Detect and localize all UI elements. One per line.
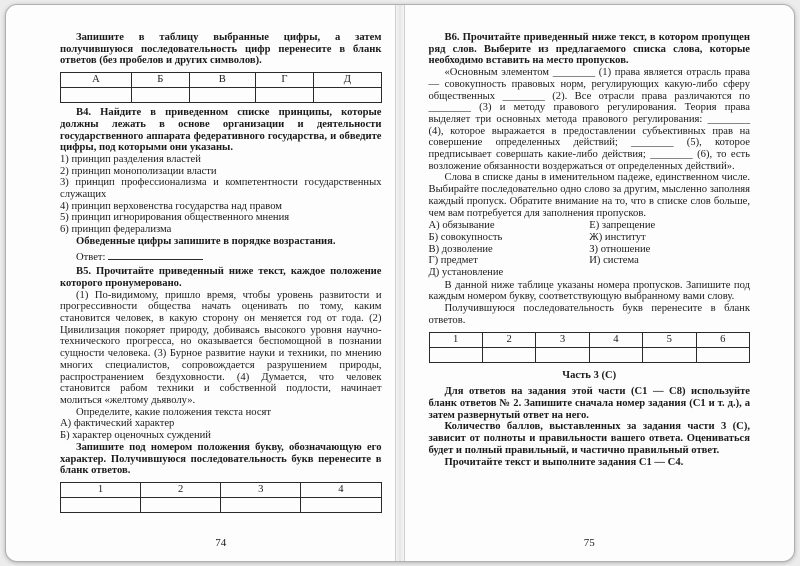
task-b5-statement: В5. Прочитайте приведенный ниже текст, каждое положение которого пронумеровано. <box>60 266 382 289</box>
answer-cell: 5 <box>643 332 696 347</box>
page-number: 75 <box>583 537 595 550</box>
answer-cell: 4 <box>589 332 642 347</box>
answer-cell-empty <box>221 497 301 512</box>
part3-instruction-2: Количество баллов, выставленных за задания части 3 (С), зависит от полноты и правильности вашего ответа. Оцениваться будет и полный правильный, и частично правильный ответ. <box>428 421 750 456</box>
b4-option: 4) принцип верховенства государства над правом <box>60 200 282 212</box>
b5-option-a: А) фактический характер <box>60 418 175 430</box>
b4-option: 1) принцип разделения властей <box>60 153 201 165</box>
part3-instruction-3: Прочитайте текст и выполните задания С1 — С4. <box>444 456 684 468</box>
page-gutter <box>395 5 405 561</box>
answer-cell-empty <box>61 497 141 512</box>
b5-instruction: Запишите под номером положения букву, обозначающую его характер. Получившуюся последовательность букв перенесите в бланк ответов. <box>60 441 382 477</box>
word-item: В) дозволение <box>428 243 493 255</box>
answer-table-header-row <box>61 482 382 497</box>
intro-instruction: Запишите в таблицу выбранные цифры, а затем получившуюся последовательность цифр перенесите в бланк ответов (без пробелов и других символов). <box>60 32 382 67</box>
b4-option: 3) принцип профессионализма и компетентности государственных служащих <box>60 177 382 201</box>
answer-cell-empty <box>314 88 381 103</box>
answer-cell: 3 <box>221 482 301 497</box>
b6-word-list <box>429 220 751 279</box>
b5-determine: Определите, какие положения текста носят <box>76 406 272 418</box>
task-b6-statement: В6. Прочитайте приведенный ниже текст, в котором пропущен ряд слов. Выберите из предлагаемого списка слова, которые необходимо вставить на место пропусков. <box>428 32 750 67</box>
answer-cell-empty <box>429 347 482 362</box>
b6-passage: «Основным элементом ________ (1) права является отрасль права — совокупность правовых норм, регулирующих какую-либо сферу общественных ________ (2). Все отрасли права различаются по ________ (3) и методу правового регулирования. Теория права выделяет три основных метода правового регулирования: ________ (4), которое выражается в предоставлении субъективных прав на совершение определенных действий; ________ (5), которое предписывает совершать какие-либо действия; ________ (6), то есть возложение обязанности воздержаться от определенных действий». <box>428 67 750 172</box>
word-item: Д) установление <box>428 267 504 279</box>
answer-cell-empty <box>536 347 589 362</box>
answer-cell-empty <box>643 347 696 362</box>
b6-word-column-left <box>429 220 590 279</box>
answer-label: Ответ: <box>76 251 106 263</box>
b6-word-column-right <box>589 220 750 279</box>
answer-cell-empty <box>301 497 381 512</box>
answer-cell: 4 <box>301 482 381 497</box>
word-item: З) отношение <box>589 243 651 255</box>
answer-table-empty-row <box>429 347 750 362</box>
word-item: И) система <box>589 255 639 267</box>
answer-table-header-row <box>61 73 382 88</box>
b4-option: 6) принцип федерализма <box>60 224 172 236</box>
word-item: А) обязывание <box>428 220 495 232</box>
answer-table-b6 <box>429 332 751 363</box>
word-item: Ж) институт <box>589 231 646 243</box>
word-item: Б) совокупность <box>428 231 503 243</box>
answer-blank-line <box>108 250 203 260</box>
answer-table-empty-row <box>61 497 382 512</box>
b5-option-b: Б) характер оценочных суждений <box>60 430 211 442</box>
part3-heading: Часть 3 (С) <box>562 369 617 381</box>
b6-instruction-2: Получившуюся последовательность букв перенесите в бланк ответов. <box>428 303 750 326</box>
b4-answer-line <box>60 250 382 264</box>
b4-options-list <box>60 154 382 236</box>
answer-cell: 2 <box>141 482 221 497</box>
answer-cell: В <box>189 73 255 88</box>
b6-instruction-1: В данной ниже таблице указаны номера пропусков. Запишите под каждым номером букву, соответствующую выбранному вами слову. <box>428 279 750 303</box>
answer-cell-empty <box>141 497 221 512</box>
page-number: 74 <box>215 537 227 550</box>
page-74 <box>6 5 395 561</box>
b4-option: 5) принцип игнорирования общественного мнения <box>60 212 290 224</box>
b4-option: 2) принцип монополизации власти <box>60 165 217 177</box>
part3-instruction-1: Для ответов на задания этой части (С1 — С8) используйте бланк ответов № 2. Запишите сначала номер задания (С1 и т. д.), а затем развернутый ответ на него. <box>428 386 750 421</box>
answer-cell: 1 <box>61 482 141 497</box>
answer-cell-empty <box>61 88 132 103</box>
answer-table-letters <box>60 72 382 103</box>
answer-cell: 2 <box>482 332 535 347</box>
answer-cell-empty <box>131 88 189 103</box>
answer-cell: Д <box>314 73 381 88</box>
book-spread <box>5 4 795 562</box>
word-item: Е) запрещение <box>589 220 656 232</box>
answer-cell: А <box>61 73 132 88</box>
answer-table-empty-row <box>61 88 382 103</box>
answer-cell-empty <box>482 347 535 362</box>
answer-cell: Б <box>131 73 189 88</box>
answer-cell-empty <box>255 88 313 103</box>
answer-table-header-row <box>429 332 750 347</box>
answer-cell: 6 <box>696 332 749 347</box>
b5-passage: (1) По-видимому, пришло время, чтобы уровень развитости и прогрессивности общества начать оценивать по тому, каким становится человек, в какую сторону он меняется год от года. (2) Цивилизация покоряет природу, добиваясь высокого уровня научно-технического прогресса, но оказывается беспомощной в познании сущности человека. (3) Бурное развитие науки и техники, по мнению многих специалистов, сопровождается разрушением природы, распространением бездуховности. (4) Думается, что человек становится рабом техники и собственной подлости, начинает молиться «желтому дьяволу». <box>60 289 382 406</box>
answer-table-b5 <box>60 482 382 513</box>
task-b4-statement: В4. Найдите в приведенном списке принципы, которые должны лежать в основе организации и деятельности государственного аппарата федеративного государства, и обведите цифры, под которыми они указаны. <box>60 107 382 154</box>
b4-note: Обведенные цифры запишите в порядке возрастания. <box>76 235 336 247</box>
b6-note: Слова в списке даны в именительном падеже, единственном числе. Выбирайте последовательно одно слово за другим, мысленно заполняя каждый пропуск. Обратите внимание на то, что в списке слов больше, чем вам потребуется для заполнения пропусков. <box>428 172 750 219</box>
answer-cell: 1 <box>429 332 482 347</box>
answer-cell: Г <box>255 73 313 88</box>
answer-cell-empty <box>589 347 642 362</box>
word-item: Г) предмет <box>428 255 478 267</box>
page-75 <box>405 5 795 561</box>
answer-cell: 3 <box>536 332 589 347</box>
answer-cell-empty <box>189 88 255 103</box>
answer-cell-empty <box>696 347 749 362</box>
